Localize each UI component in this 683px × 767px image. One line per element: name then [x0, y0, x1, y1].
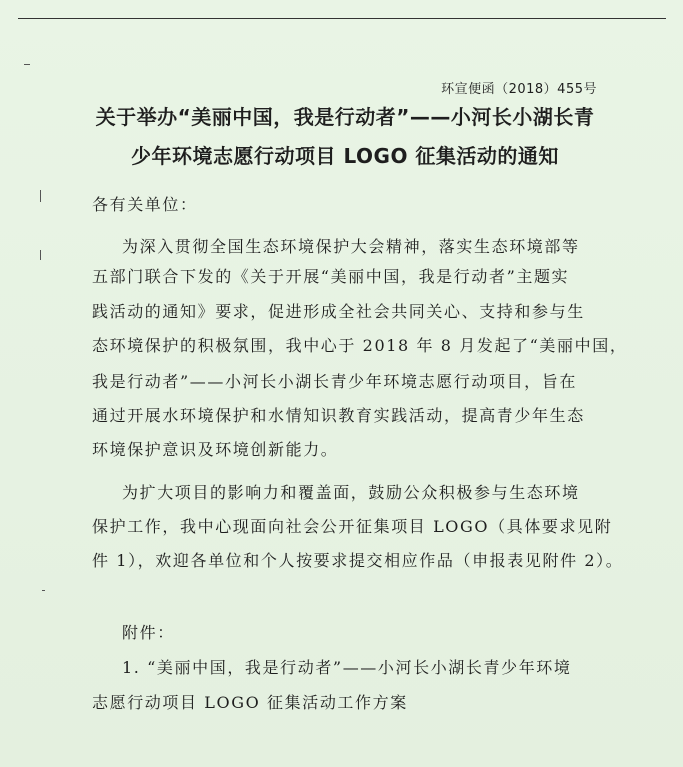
margin-mark [40, 250, 41, 260]
paragraph-2-line: 保护工作，我中心现面向社会公开征集项目 LOGO（具体要求见附 [92, 517, 613, 536]
paragraph-1-line: 环境保护意识及环境创新能力。 [92, 440, 339, 459]
margin-mark [42, 590, 45, 591]
paragraph-2-line: 件 1），欢迎各单位和个人按要求提交相应作品（申报表见附件 2）。 [92, 551, 624, 570]
paragraph-2-line: 为扩大项目的影响力和覆盖面，鼓励公众积极参与生态环境 [122, 483, 580, 502]
paragraph-1-line: 为深入贯彻全国生态环境保护大会精神，落实生态环境部等 [122, 237, 580, 256]
paragraph-1-line: 态环境保护的积极氛围，我中心于 2018 年 8 月发起了“美丽中国， [92, 336, 628, 355]
document-number: 环宣便函（2018）455号 [441, 82, 597, 97]
margin-mark [24, 64, 30, 65]
paragraph-1-line: 我是行动者”——小河长小湖长青少年环境志愿行动项目，旨在 [92, 372, 577, 391]
paragraph-1-line: 通过开展水环境保护和水情知识教育实践活动，提高青少年生态 [92, 406, 585, 425]
top-rule [18, 18, 666, 19]
attachments-label: 附件： [122, 623, 175, 642]
attachment-1-line: 1. “美丽中国，我是行动者”——小河长小湖长青少年环境 [122, 658, 572, 677]
paragraph-1-line: 五部门联合下发的《关于开展“美丽中国，我是行动者”主题实 [92, 267, 570, 286]
paragraph-1-line: 践活动的通知》要求，促进形成全社会共同关心、支持和参与生 [92, 302, 585, 321]
margin-mark [40, 190, 41, 202]
title-line-1: 关于举办“美丽中国，我是行动者”——小河长小湖长青 [95, 105, 595, 129]
title-line-2: 少年环境志愿行动项目 LOGO 征集活动的通知 [131, 144, 559, 168]
attachment-1-line: 志愿行动项目 LOGO 征集活动工作方案 [92, 693, 408, 712]
salutation: 各有关单位： [92, 195, 198, 214]
